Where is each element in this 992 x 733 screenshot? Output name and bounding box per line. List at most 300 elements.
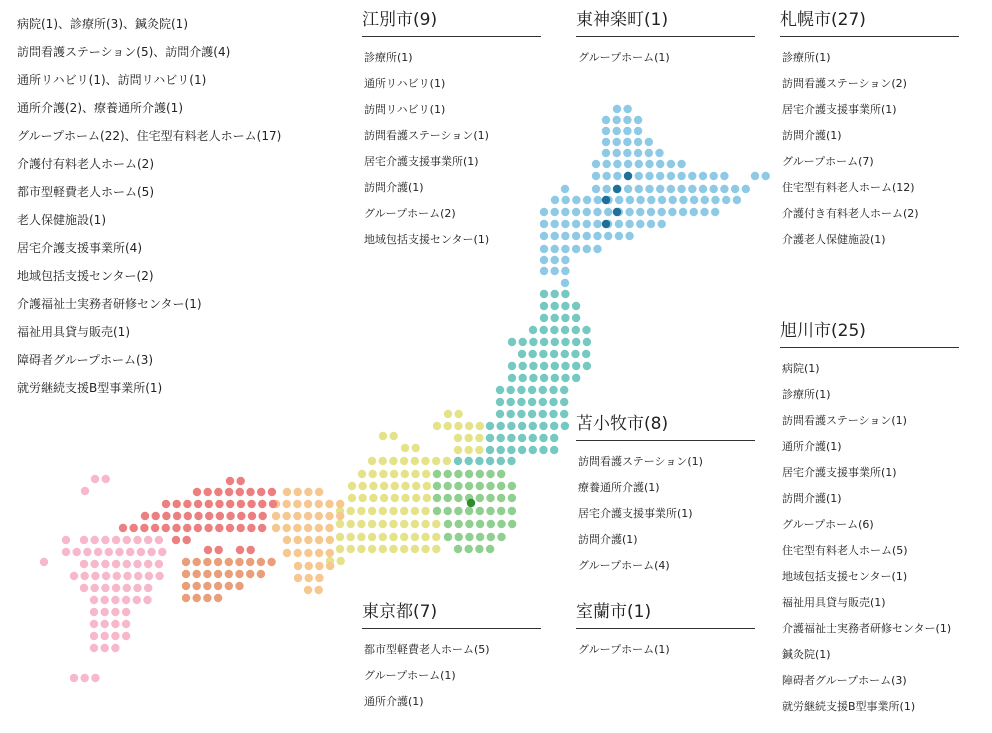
map-dot-hokkaido: [623, 149, 631, 157]
map-dot-tohoku: [517, 386, 525, 394]
city-title: 東京都(7): [362, 601, 541, 629]
map-dot-hokkaido: [656, 172, 664, 180]
map-dot-tohoku: [475, 457, 483, 465]
map-dot-kanto: [433, 470, 441, 478]
location-marker: [613, 185, 621, 193]
summary-item: 就労継続支援B型事業所(1): [17, 381, 163, 395]
map-dot-tohoku: [508, 374, 516, 382]
facility-item: 就労継続支援B型事業所(1): [782, 700, 916, 713]
map-dot-hokkaido: [635, 185, 643, 193]
map-dot-chubu: [368, 545, 376, 553]
facility-item: 診療所(1): [782, 388, 831, 401]
map-dot-hokkaido: [636, 208, 644, 216]
facility-item: グループホーム(2): [364, 207, 456, 220]
map-dot-kinki: [305, 562, 313, 570]
map-dot-tohoku: [528, 386, 536, 394]
city-muroran: [576, 601, 755, 663]
map-dot-hokkaido: [613, 116, 621, 124]
map-dot-tohoku: [551, 290, 559, 298]
map-dot-hokkaido: [623, 116, 631, 124]
map-dot-chubu: [412, 444, 420, 452]
map-dot-hokkaido: [615, 220, 623, 228]
map-dot-chubu: [389, 520, 397, 528]
map-dot-hokkaido: [583, 245, 591, 253]
facility-item: 福祉用具貸与販売(1): [782, 596, 886, 609]
city-higashikagura: [576, 9, 755, 71]
map-dot-hokkaido: [615, 196, 623, 204]
map-dot-hokkaido: [677, 185, 685, 193]
map-dot-tohoku: [560, 386, 568, 394]
map-dot-kanto: [476, 533, 484, 541]
map-dot-kyushu: [133, 536, 141, 544]
map-dot-tohoku: [529, 326, 537, 334]
map-dot-kinki: [293, 524, 301, 532]
map-dot-chubu: [465, 422, 473, 430]
map-dot-kyushu: [91, 560, 99, 568]
map-dot-hokkaido: [613, 172, 621, 180]
summary-item: 病院(1)、診療所(3)、鍼灸院(1): [17, 17, 188, 31]
map-dot-chubu: [368, 520, 376, 528]
facility-item: 訪問リハビリ(1): [364, 103, 446, 116]
map-dot-chugoku: [183, 536, 191, 544]
map-dot-hokkaido: [625, 232, 633, 240]
map-dot-chubu: [422, 470, 430, 478]
summary-item: 介護福祉士実務者研修センター(1): [17, 297, 202, 311]
map-dot-hokkaido: [592, 185, 600, 193]
map-dot-chubu: [412, 494, 420, 502]
map-dot-chubu: [400, 545, 408, 553]
map-dot-chubu: [358, 470, 366, 478]
facility-item: 居宅介護支援事業所(1): [578, 507, 693, 520]
map-dot-kyushu: [101, 596, 109, 604]
map-dot-kinki: [283, 524, 291, 532]
map-dot-chubu: [379, 520, 387, 528]
map-dot-kyushu: [122, 608, 130, 616]
map-dot-tohoku: [560, 410, 568, 418]
map-dot-kinki: [315, 524, 323, 532]
map-dot-chubu: [454, 434, 462, 442]
map-dot-hokkaido: [551, 232, 559, 240]
map-dot-kyushu: [133, 596, 141, 604]
map-dot-kyushu: [144, 536, 152, 544]
map-dot-kyushu: [90, 608, 98, 616]
map-dot-kanto: [433, 494, 441, 502]
map-dot-hokkaido: [701, 196, 709, 204]
facility-item: 診療所(1): [364, 51, 413, 64]
city-facility-list: [782, 356, 959, 720]
map-dot-shikoku: [225, 558, 233, 566]
map-dot-tohoku: [496, 410, 504, 418]
map-dot-chubu: [400, 507, 408, 515]
map-dot-kyushu: [134, 572, 142, 580]
facility-item: グループホーム(1): [578, 51, 670, 64]
map-dot-tohoku: [571, 350, 579, 358]
map-dot-chubu: [454, 446, 462, 454]
city-ebetsu: [362, 9, 541, 253]
map-dot-chugoku: [268, 488, 276, 496]
city-title: 江別市(9): [362, 9, 541, 37]
map-dot-tohoku: [486, 446, 494, 454]
facility-item: グループホーム(1): [578, 643, 670, 656]
city-facility-list: [782, 45, 959, 253]
map-dot-kyushu: [147, 548, 155, 556]
map-dot-chubu: [411, 545, 419, 553]
map-dot-hokkaido: [623, 138, 631, 146]
city-facility-list: [364, 637, 541, 715]
facility-item: 通所介護(1): [782, 440, 842, 453]
map-dot-chubu: [421, 545, 429, 553]
map-dot-hokkaido: [635, 172, 643, 180]
map-dot-shikoku: [214, 594, 222, 602]
summary-item: 居宅介護支援事業所(4): [17, 241, 142, 255]
map-dot-hokkaido: [667, 160, 675, 168]
facility-item: 介護付き有料老人ホーム(2): [782, 207, 919, 220]
map-dot-kyushu: [133, 560, 141, 568]
map-dot-hokkaido: [658, 220, 666, 228]
map-dot-chugoku: [204, 546, 212, 554]
map-dot-kyushu: [80, 584, 88, 592]
map-dot-hokkaido: [561, 232, 569, 240]
map-dot-tohoku: [540, 362, 548, 370]
map-dot-chugoku: [215, 524, 223, 532]
map-dot-chubu: [432, 520, 440, 528]
city-tomakomai: [576, 413, 755, 579]
map-dot-kanto: [497, 520, 505, 528]
map-dot-kyushu: [122, 596, 130, 604]
map-dot-chugoku: [247, 500, 255, 508]
map-dot-chubu: [379, 470, 387, 478]
map-dot-tohoku: [540, 302, 548, 310]
map-dot-hokkaido: [711, 196, 719, 204]
map-dot-hokkaido: [615, 232, 623, 240]
map-dot-chugoku: [204, 524, 212, 532]
map-dot-chubu: [379, 432, 387, 440]
facility-item: 訪問看護ステーション(1): [578, 455, 703, 468]
map-dot-kanto: [455, 520, 463, 528]
map-dot-hokkaido: [720, 185, 728, 193]
map-dot-hokkaido: [645, 149, 653, 157]
facility-item: 訪問看護ステーション(2): [782, 77, 907, 90]
map-dot-kyushu: [101, 620, 109, 628]
map-dot-kinki: [326, 536, 334, 544]
map-dot-kyushu: [40, 558, 48, 566]
map-dot-chubu: [391, 482, 399, 490]
map-dot-hokkaido: [592, 160, 600, 168]
map-dot-kinki: [326, 549, 334, 557]
map-dot-hokkaido: [602, 127, 610, 135]
map-dot-chugoku: [215, 546, 223, 554]
map-dot-tohoku: [539, 422, 547, 430]
map-dot-chugoku: [194, 500, 202, 508]
map-dot-kyushu: [102, 572, 110, 580]
map-dot-chugoku: [151, 524, 159, 532]
map-dot-chugoku: [141, 512, 149, 520]
map-dot-kanto: [476, 482, 484, 490]
map-dot-shikoku: [267, 558, 275, 566]
facility-item: 障碍者グループホーム(3): [782, 674, 907, 687]
map-dot-kinki: [283, 488, 291, 496]
map-dot-hokkaido: [551, 196, 559, 204]
map-dot-chubu: [337, 557, 345, 565]
map-dot-tohoku: [507, 457, 515, 465]
map-dot-kyushu: [81, 572, 89, 580]
map-dot-chubu: [347, 533, 355, 541]
map-dot-kanto: [486, 494, 494, 502]
city-facility-list: [578, 637, 755, 663]
map-dot-hokkaido: [551, 245, 559, 253]
map-dot-hokkaido: [593, 220, 601, 228]
map-dot-hokkaido: [561, 208, 569, 216]
map-dot-chubu: [336, 520, 344, 528]
map-dot-chugoku: [236, 488, 244, 496]
map-dot-kinki: [283, 536, 291, 544]
map-dot-tohoku: [519, 374, 527, 382]
map-dot-hokkaido: [677, 172, 685, 180]
map-dot-hokkaido: [613, 105, 621, 113]
city-facility-list: [364, 45, 541, 253]
map-dot-shikoku: [214, 582, 222, 590]
map-dot-kyushu: [111, 632, 119, 640]
map-dot-tohoku: [497, 434, 505, 442]
map-dot-hokkaido: [624, 160, 632, 168]
map-dot-chubu: [336, 533, 344, 541]
map-dot-chubu: [423, 482, 431, 490]
map-dot-hokkaido: [603, 185, 611, 193]
map-dot-shikoku: [225, 582, 233, 590]
map-dot-tohoku: [518, 446, 526, 454]
map-dot-kinki: [315, 512, 323, 520]
map-dot-kyushu: [126, 548, 134, 556]
map-dot-chugoku: [257, 488, 265, 496]
summary-item: 介護付有料老人ホーム(2): [17, 157, 154, 171]
map-dot-hokkaido: [710, 172, 718, 180]
map-dot-kyushu: [155, 572, 163, 580]
map-dot-tohoku: [551, 314, 559, 322]
map-dot-hokkaido: [561, 256, 569, 264]
map-dot-hokkaido: [679, 196, 687, 204]
location-marker: [602, 196, 610, 204]
facility-item: 住宅型有料老人ホーム(12): [782, 181, 915, 194]
map-dot-tohoku: [572, 326, 580, 334]
map-dot-kyushu: [137, 548, 145, 556]
map-dot-kanto: [433, 507, 441, 515]
map-dot-kyushu: [122, 620, 130, 628]
map-dot-chugoku: [237, 477, 245, 485]
facility-item: グループホーム(7): [782, 155, 874, 168]
map-dot-kinki: [272, 512, 280, 520]
map-dot-kyushu: [111, 608, 119, 616]
map-dot-kanto: [486, 482, 494, 490]
map-dot-kanto: [465, 470, 473, 478]
map-dot-tohoku: [539, 446, 547, 454]
city-title: 室蘭市(1): [576, 601, 755, 629]
facility-item: 地域包括支援センター(1): [782, 570, 908, 583]
map-dot-kyushu: [101, 560, 109, 568]
map-dot-hokkaido: [593, 245, 601, 253]
map-dot-kanto: [444, 520, 452, 528]
map-dot-hokkaido: [583, 232, 591, 240]
map-dot-hokkaido: [658, 208, 666, 216]
map-dot-chugoku: [248, 512, 256, 520]
map-dot-chubu: [411, 533, 419, 541]
facility-item: 療養通所介護(1): [578, 481, 660, 494]
map-dot-shikoku: [182, 594, 190, 602]
map-dot-hokkaido: [572, 245, 580, 253]
map-dot-shikoku: [225, 570, 233, 578]
map-dot-kinki: [283, 512, 291, 520]
map-dot-chubu: [475, 434, 483, 442]
map-dot-chugoku: [226, 524, 234, 532]
map-dot-chubu: [369, 470, 377, 478]
map-dot-chugoku: [269, 500, 277, 508]
map-dot-tohoku: [517, 398, 525, 406]
map-dot-chubu: [380, 494, 388, 502]
map-dot-hokkaido: [720, 172, 728, 180]
map-dot-hokkaido: [561, 267, 569, 275]
map-dot-tohoku: [540, 326, 548, 334]
map-dot-shikoku: [203, 594, 211, 602]
map-dot-chubu: [389, 507, 397, 515]
map-dot-hokkaido: [626, 196, 634, 204]
map-dot-kyushu: [101, 632, 109, 640]
map-dot-kyushu: [91, 584, 99, 592]
map-dot-tohoku: [560, 398, 568, 406]
map-dot-kyushu: [122, 632, 130, 640]
map-dot-shikoku: [214, 558, 222, 566]
map-dot-hokkaido: [572, 232, 580, 240]
map-dot-kinki: [304, 536, 312, 544]
map-dot-kyushu: [144, 560, 152, 568]
map-dot-kanto: [476, 494, 484, 502]
map-dot-hokkaido: [647, 220, 655, 228]
map-dot-hokkaido: [551, 267, 559, 275]
map-dot-kinki: [283, 500, 291, 508]
map-dot-chubu: [465, 434, 473, 442]
map-dot-hokkaido: [751, 172, 759, 180]
summary-item: 通所介護(2)、療養通所介護(1): [17, 101, 183, 115]
map-dot-tohoku: [529, 422, 537, 430]
city-title: 東神楽町(1): [576, 9, 755, 37]
map-dot-kanto: [444, 533, 452, 541]
map-dot-chugoku: [119, 524, 127, 532]
map-dot-kinki: [336, 512, 344, 520]
map-dot-kyushu: [91, 572, 99, 580]
map-dot-kyushu: [133, 584, 141, 592]
map-dot-hokkaido: [700, 208, 708, 216]
map-dot-shikoku: [182, 570, 190, 578]
facility-item: 訪問介護(1): [364, 181, 424, 194]
map-dot-chubu: [432, 457, 440, 465]
map-dot-shikoku: [203, 582, 211, 590]
map-dot-kinki: [304, 500, 312, 508]
map-dot-hokkaido: [561, 220, 569, 228]
map-dot-chubu: [401, 482, 409, 490]
summary-item: 障碍者グループホーム(3): [17, 353, 154, 367]
map-dot-hokkaido: [613, 149, 621, 157]
location-marker: [624, 172, 632, 180]
map-dot-kyushu: [62, 548, 70, 556]
map-dot-tohoku: [539, 350, 547, 358]
map-dot-hokkaido: [656, 185, 664, 193]
map-dot-hokkaido: [540, 220, 548, 228]
map-dot-kinki: [315, 562, 323, 570]
map-dot-shikoku: [246, 570, 254, 578]
facility-summary-list: [17, 10, 281, 402]
map-dot-chubu: [432, 545, 440, 553]
map-dot-kinki: [315, 488, 323, 496]
map-dot-chugoku: [226, 512, 234, 520]
map-dot-hokkaido: [551, 220, 559, 228]
map-dot-hokkaido: [604, 232, 612, 240]
map-dot-chugoku: [172, 536, 180, 544]
map-dot-chugoku: [258, 500, 266, 508]
facility-item: 鍼灸院(1): [782, 648, 831, 661]
map-dot-chubu: [347, 507, 355, 515]
map-dot-hokkaido: [562, 196, 570, 204]
city-tokyo: [362, 601, 541, 715]
map-dot-tohoku: [508, 362, 516, 370]
map-dot-hokkaido: [540, 245, 548, 253]
map-dot-hokkaido: [540, 256, 548, 264]
map-dot-kyushu: [111, 620, 119, 628]
map-dot-chubu: [347, 520, 355, 528]
map-dot-hokkaido: [645, 185, 653, 193]
map-dot-tohoku: [551, 338, 559, 346]
map-dot-chugoku: [130, 524, 138, 532]
map-dot-shikoku: [257, 558, 265, 566]
map-dot-tohoku: [549, 398, 557, 406]
facility-item: グループホーム(6): [782, 518, 874, 531]
map-dot-tohoku: [497, 446, 505, 454]
map-dot-kyushu: [70, 572, 78, 580]
summary-item: 地域包括支援センター(2): [17, 269, 154, 283]
map-dot-chubu: [380, 482, 388, 490]
map-dot-hokkaido: [540, 267, 548, 275]
map-dot-kanto: [465, 482, 473, 490]
map-dot-kyushu: [155, 560, 163, 568]
map-dot-hokkaido: [677, 160, 685, 168]
map-dot-hokkaido: [561, 245, 569, 253]
map-dot-chubu: [401, 470, 409, 478]
facility-item: 地域包括支援センター(1): [364, 233, 490, 246]
map-dot-tohoku: [572, 314, 580, 322]
map-dot-kyushu: [144, 584, 152, 592]
map-dot-kanto: [508, 507, 516, 515]
map-dot-kanto: [486, 507, 494, 515]
map-dot-kinki: [294, 549, 302, 557]
map-dot-tohoku: [507, 398, 515, 406]
map-dot-tohoku: [518, 350, 526, 358]
map-dot-hokkaido: [624, 105, 632, 113]
map-dot-kyushu: [111, 644, 119, 652]
map-dot-chugoku: [184, 512, 192, 520]
map-dot-kyushu: [73, 548, 81, 556]
map-dot-hokkaido: [594, 196, 602, 204]
map-dot-tohoku: [529, 350, 537, 358]
map-dot-tohoku: [507, 410, 515, 418]
map-dot-kyushu: [112, 584, 120, 592]
map-dot-tohoku: [583, 338, 591, 346]
map-dot-hokkaido: [572, 220, 580, 228]
map-dot-kinki: [315, 586, 323, 594]
map-dot-tohoku: [549, 410, 557, 418]
map-dot-shikoku: [203, 558, 211, 566]
map-dot-chugoku: [214, 488, 222, 496]
map-dot-chubu: [411, 507, 419, 515]
map-dot-tohoku: [551, 362, 559, 370]
map-dot-kinki: [326, 562, 334, 570]
map-dot-kanto: [454, 482, 462, 490]
